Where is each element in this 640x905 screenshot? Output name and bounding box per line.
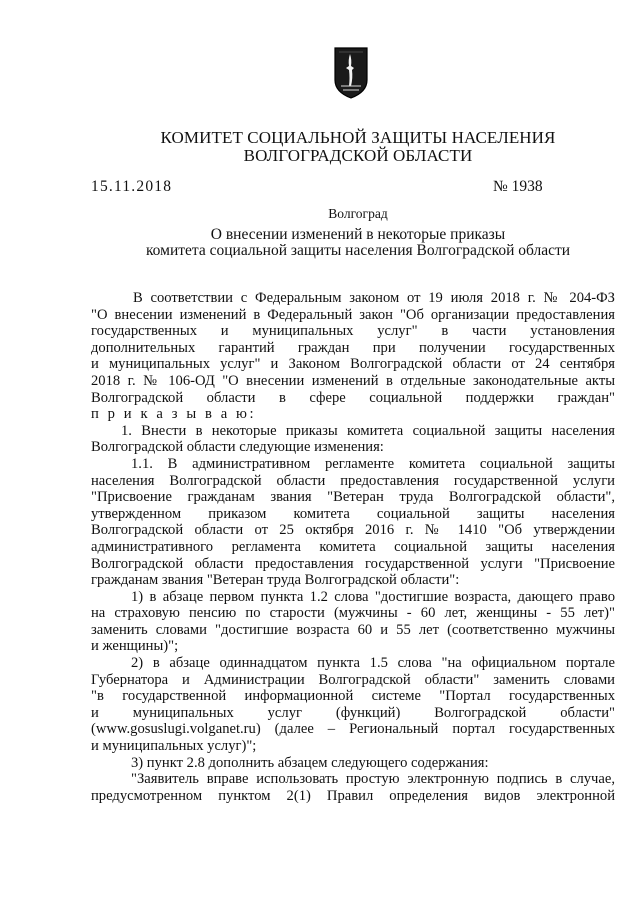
body-line: 2) в абзаце одиннадцатом пункта 1.5 слова "на официальном портале — [131, 655, 615, 672]
body-line: 1. Внести в некоторые приказы комитета социальной защиты населения — [121, 422, 615, 439]
order-body — [91, 290, 615, 804]
body-line: и женщины)"; — [91, 638, 179, 655]
body-line: Волгоградской области от 25 октября 2016 г. № 1410 "Об утверждении — [91, 522, 615, 539]
body-line: и муниципальных услуг (функций) Волгоградской области" — [91, 704, 615, 721]
body-line: заменить словами "достигшие возраста 60 и 55 лет (соответственно мужчины — [91, 621, 615, 638]
body-line: "в государственной информационной системе "Портал государственных — [91, 688, 615, 705]
body-line: дополнительных гарантий граждан при получении государственных — [91, 339, 615, 356]
body-line: Волгоградской области следующие изменения: — [91, 439, 384, 456]
body-line: населения Волгоградской области предоставления государственной услуги — [91, 472, 615, 489]
city-name: Волгоград — [328, 206, 388, 221]
order-title-line-2: комитета социальной защиты населения Волгоградской области — [145, 242, 571, 259]
body-line: Губернатора и Администрации Волгоградской области" заменить словами — [91, 671, 615, 688]
organization-name-line-1: КОМИТЕТ СОЦИАЛЬНОЙ ЗАЩИТЫ НАСЕЛЕНИЯ — [160, 128, 556, 147]
body-line: 1) в абзаце первом пункта 1.2 слова "достигшие возраста, дающего право — [131, 588, 615, 605]
body-line: гражданам звания "Ветеран труда Волгоградской области": — [91, 572, 460, 589]
body-line: "О внесении изменений в Федеральный закон "Об организации предоставления — [91, 306, 615, 323]
order-number: № 1938 — [493, 178, 543, 195]
order-date: 15.11.2018 — [91, 178, 173, 195]
body-line: административного регламента комитета социальной защиты населения — [91, 538, 615, 555]
body-line: 2018 г. № 106-ОД "О внесении изменений в отдельные законодательные акты — [91, 372, 615, 389]
body-line: "Заявитель вправе использовать простую электронную подпись в случае, — [131, 771, 615, 788]
order-title-line-1: О внесении изменений в некоторые приказы — [210, 226, 506, 243]
body-line: В соответствии с Федеральным законом от 19 июля 2018 г. № 204-ФЗ — [133, 290, 615, 306]
body-line: п р и к а з ы в а ю: — [91, 406, 257, 423]
coat-of-arms-emblem — [333, 46, 369, 100]
body-line: предусмотренном пунктом 2(1) Правил определения видов электронной — [91, 787, 615, 804]
body-line: 1.1. В административном регламенте комитета социальной защиты — [131, 455, 615, 472]
body-line: и муниципальных услуг)"; — [91, 738, 257, 755]
body-line: (www.gosuslugi.volganet.ru) (далее – Региональный портал государственных — [91, 721, 615, 738]
body-line: "Присвоение гражданам звания "Ветеран труда Волгоградской области", — [91, 489, 615, 506]
body-line: на страховую пенсию по старости (мужчины - 60 лет, женщины - 55 лет)" — [91, 605, 615, 622]
body-line: 3) пункт 2.8 дополнить абзацем следующего содержания: — [131, 754, 489, 771]
body-line: утвержденном приказом комитета социальной защиты населения — [91, 505, 615, 522]
organization-name-line-2: ВОЛГОГРАДСКОЙ ОБЛАСТИ — [243, 146, 473, 165]
body-line: государственных и муниципальных услуг" в части установления — [91, 323, 615, 340]
body-line: Волгоградской области в сфере социальной поддержки граждан" — [91, 389, 615, 406]
body-line: и муниципальных услуг" и Законом Волгоградской области от 24 сентября — [91, 356, 615, 373]
body-line: Волгоградской области предоставления государственной услуги "Присвоение — [91, 555, 615, 572]
